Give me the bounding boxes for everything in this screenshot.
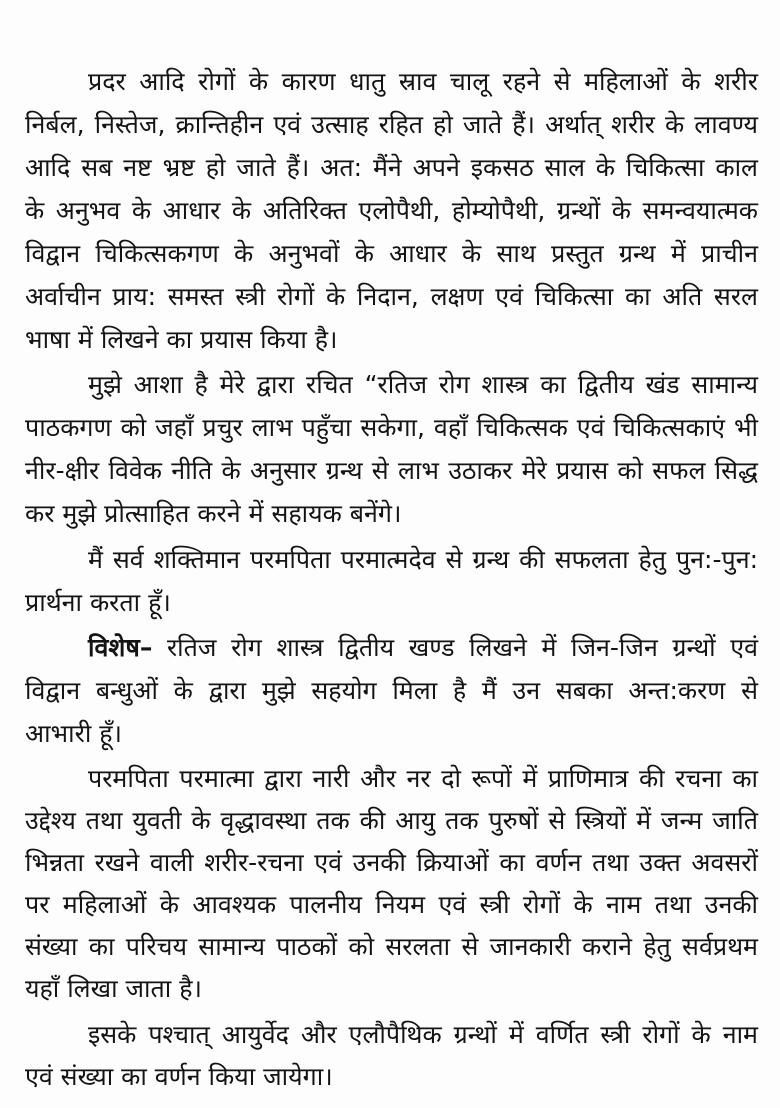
text-line: कर मुझे प्रोत्साहित करने में सहायक बनेंगे।	[25, 499, 402, 528]
text-line: यहाँ लिखा जाता है।	[25, 974, 202, 1003]
text-line: मैं सर्व शक्तिमान परमपिता परमात्मदेव से ग्रन्थ की सफलता हेतु पुन:-पुन:	[88, 545, 758, 574]
text-line: आभारी हूँ।	[25, 719, 122, 748]
text-line: आदि सब नष्ट भ्रष्ट हो जाते हैं। अत: मैंने अपने इकसठ साल के चिकित्सा काल	[25, 153, 758, 182]
text-line	[88, 631, 758, 665]
text-line: प्रार्थना करता हूँ।	[25, 588, 171, 617]
text-line: पाठकगण को जहाँ प्रचुर लाभ पहुँचा सकेगा, वहाँ चिकित्सक एवं चिकित्सकाएं भी	[25, 413, 758, 442]
text-line: विद्वान चिकित्सकगण के अनुभवों के आधार के साथ प्रस्तुत ग्रन्थ में प्राचीन	[25, 239, 758, 268]
text-line: मुझे आशा है मेरे द्वारा रचित “रतिज रोग शास्त्र का द्वितीय खंड सामान्य	[88, 370, 758, 399]
text-line: निर्बल, निस्तेज, क्रान्तिहीन एवं उत्साह रहित हो जाते हैं। अर्थात् शरीर के लावण्य	[25, 110, 758, 139]
text-line: प्रदर आदि रोगों के कारण धातु स्राव चालू रहने से महिलाओं के शरीर	[88, 67, 758, 96]
text-line: एवं संख्या का वर्णन किया जायेगा।	[25, 1062, 333, 1091]
text-line: के अनुभव के आधार के अतिरिक्त एलोपैथी, होम्योपैथी, ग्रन्थों के समन्वयात्मक	[25, 196, 758, 225]
text-span: रतिज रोग शास्त्र द्वितीय खण्ड लिखने में जिन-जिन ग्रन्थों एवं	[166, 633, 759, 662]
text-line: नीर-क्षीर विवेक नीति के अनुसार ग्रन्थ से लाभ उठाकर मेरे प्रयास को सफल सिद्ध	[25, 456, 758, 485]
special-note-label: विशेष–	[88, 633, 153, 662]
text-line: इसके पश्चात् आयुर्वेद और एलौपैथिक ग्रन्थों में वर्णित स्त्री रोगों के नाम	[88, 1020, 758, 1049]
text-line: भाषा में लिखने का प्रयास किया है।	[25, 325, 338, 354]
text-line: संख्या का परिचय सामान्य पाठकों को सरलता से जानकारी कराने हेतु सर्वप्रथम	[25, 932, 758, 961]
text-line: उद्देश्य तथा युवती के वृद्धावस्था तक की आयु तक पुरुषों से स्त्रियों में जन्म जाति	[25, 806, 758, 835]
text-line: भिन्नता रखने वाली शरीर-रचना एवं उनकी क्रियाओं का वर्णन तथा उक्त अवसरों	[25, 848, 758, 877]
text-line: पर महिलाओं के आवश्यक पालनीय नियम एवं स्त्री रोगों के नाम तथा उनकी	[25, 890, 758, 919]
text-line: परमपिता परमात्मा द्वारा नारी और नर दो रूपों में प्राणिमात्र की रचना का	[88, 764, 758, 793]
text-line: विद्वान बन्धुओं के द्वारा मुझे सहयोग मिला है मैं उन सबका अन्त:करण से	[25, 676, 758, 705]
text-line: अर्वाचीन प्राय: समस्त स्त्री रोगों के निदान, लक्षण एवं चिकित्सा का अति सरल	[25, 282, 758, 311]
